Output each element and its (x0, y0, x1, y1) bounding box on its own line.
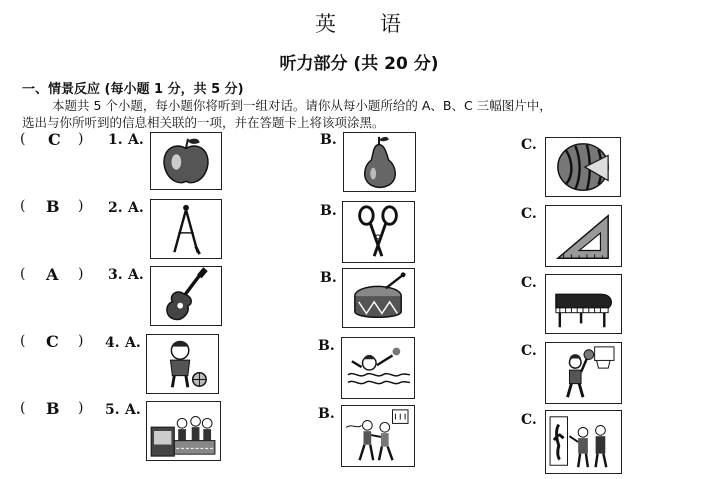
paren-close: ) (78, 266, 84, 282)
option-label: B. (318, 338, 335, 354)
option-label: A. (128, 267, 144, 283)
paren-close: ) (78, 198, 84, 214)
compass-icon (150, 199, 222, 259)
question-number: 1. (108, 132, 123, 148)
family-tv-icon (146, 401, 221, 461)
paren-close: ) (78, 131, 84, 147)
option-label: C. (521, 343, 537, 359)
boy-with-ball-icon (146, 334, 219, 394)
swimming-icon (341, 337, 415, 399)
option-label: B. (320, 203, 337, 219)
paren-open: ( (20, 400, 26, 416)
instruction-line-2: 选出与你所听到的信息相关联的一项，并在答题卡上将该项涂黑。 (22, 115, 385, 130)
question-number: 2. (108, 200, 123, 216)
option-label: A. (125, 335, 141, 351)
answer-5: B (46, 399, 60, 418)
page-title (0, 8, 718, 38)
part-heading: 一、情景反应 (每小题 1 分，共 5 分) (22, 82, 244, 97)
set-square-icon (545, 205, 622, 267)
title-char-2: 语 (380, 12, 403, 36)
option-label: A. (128, 132, 144, 148)
apple-icon (150, 132, 222, 190)
pear-icon (343, 132, 416, 192)
paren-open: ( (20, 131, 26, 147)
watermelon-icon (545, 137, 621, 197)
option-label: A. (128, 200, 144, 216)
option-label: C. (521, 206, 537, 222)
option-label: C. (521, 137, 537, 153)
paren-close: ) (78, 400, 84, 416)
option-label: B. (320, 132, 337, 148)
museum-visit-icon (545, 410, 622, 474)
title-char-1: 英 (315, 12, 338, 36)
guitar-icon (150, 266, 222, 326)
answer-2: B (46, 197, 60, 216)
option-label: C. (521, 412, 537, 428)
paren-close: ) (78, 333, 84, 349)
answer-1: C (48, 130, 61, 149)
scissors-icon (342, 201, 415, 263)
drum-icon (342, 268, 415, 328)
question-number: 5. (105, 402, 120, 418)
paren-open: ( (20, 266, 26, 282)
option-label: A. (125, 402, 141, 418)
option-label: B. (320, 270, 337, 286)
piano-icon (545, 274, 622, 334)
paren-open: ( (20, 333, 26, 349)
answer-4: C (46, 332, 59, 351)
paren-open: ( (20, 198, 26, 214)
section-heading: 听力部分 (共 20 分) (279, 54, 439, 74)
option-label: B. (318, 406, 335, 422)
instruction-line-1: 本题共 5 个小题，每小题你将听到一组对话。请你从每小题所给的 A、B、C 三幅图片中， (52, 98, 552, 113)
basketball-icon (545, 342, 622, 404)
question-number: 3. (108, 267, 123, 283)
kids-walking-icon (341, 405, 415, 467)
option-label: C. (521, 275, 537, 291)
question-number: 4. (105, 335, 120, 351)
answer-3: A (46, 265, 59, 284)
